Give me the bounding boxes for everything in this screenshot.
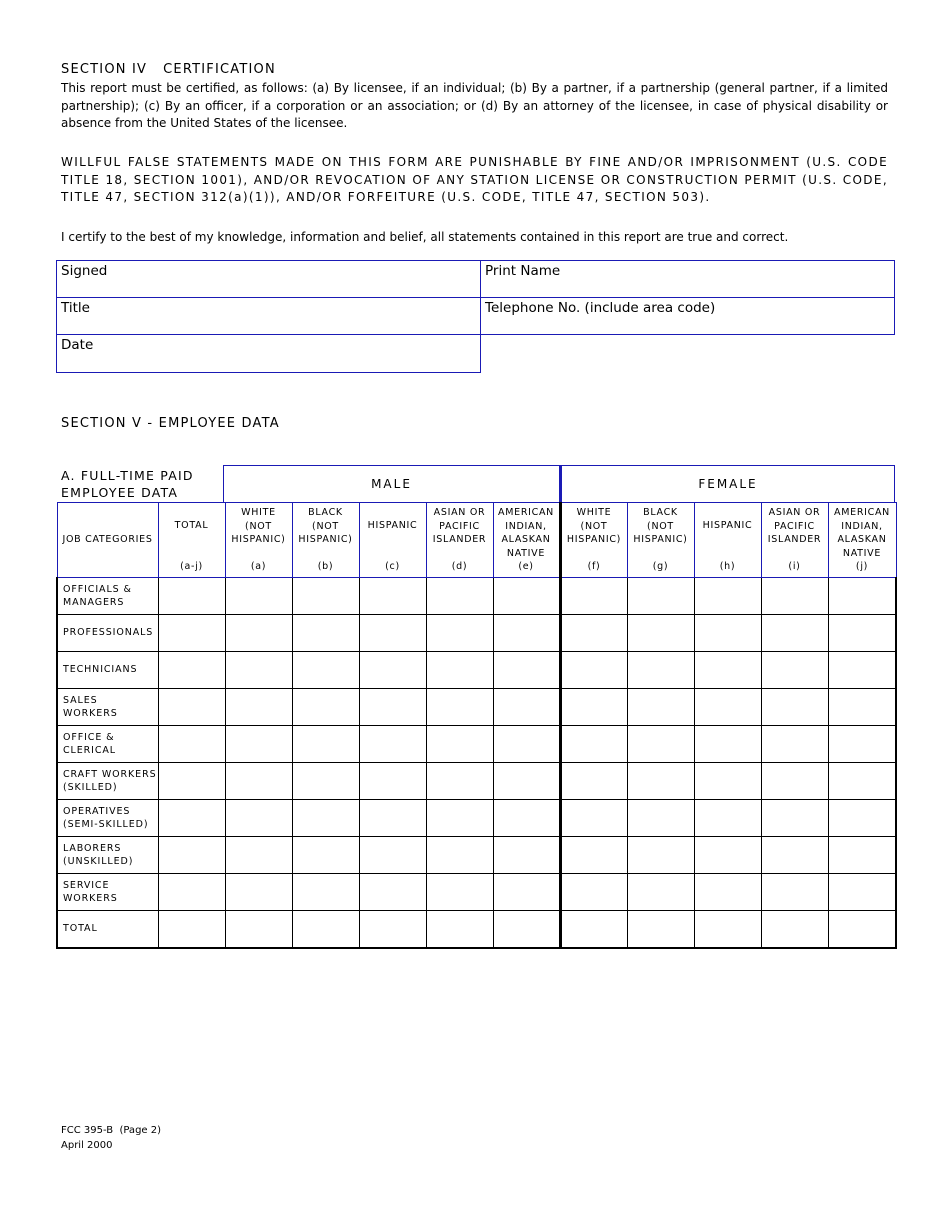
data-cell[interactable] (426, 837, 493, 874)
job-category-label: PROFESSIONALS (57, 615, 158, 652)
data-cell[interactable] (694, 652, 761, 689)
column-header-11 (828, 503, 896, 578)
data-cell[interactable] (560, 800, 627, 837)
signed-label: Signed (61, 263, 108, 279)
employee-data-subtitle-line1: A. FULL-TIME PAID (61, 468, 194, 483)
data-cell[interactable] (493, 837, 560, 874)
data-cell[interactable] (560, 726, 627, 763)
date-label: Date (61, 337, 94, 353)
column-header-4 (359, 503, 426, 578)
job-category-label: OPERATIVES (SEMI-SKILLED) (57, 800, 158, 837)
data-cell[interactable] (761, 615, 828, 652)
table-row (57, 911, 896, 949)
column-label: JOB CATEGORIES (62, 534, 153, 545)
column-header-9 (694, 503, 761, 578)
data-cell[interactable] (158, 874, 225, 911)
telephone-label: Telephone No. (include area code) (485, 300, 716, 316)
data-cell[interactable] (828, 578, 896, 615)
data-cell[interactable] (694, 837, 761, 874)
data-cell[interactable] (292, 652, 359, 689)
data-cell[interactable] (493, 615, 560, 652)
data-cell[interactable] (627, 689, 694, 726)
data-cell[interactable] (560, 578, 627, 615)
section-v-title: SECTION V - EMPLOYEE DATA (61, 416, 280, 431)
data-cell[interactable] (225, 652, 292, 689)
column-code: (a) (250, 560, 267, 572)
data-cell[interactable] (560, 689, 627, 726)
data-cell[interactable] (225, 874, 292, 911)
data-cell[interactable] (627, 763, 694, 800)
data-cell[interactable] (627, 578, 694, 615)
column-header-10 (761, 503, 828, 578)
column-code: (a-j) (180, 560, 203, 572)
column-label: AMERICAN INDIAN, ALASKAN NATIVE (834, 507, 890, 559)
data-cell[interactable] (560, 763, 627, 800)
data-cell[interactable] (694, 874, 761, 911)
data-cell[interactable] (493, 911, 560, 949)
data-cell[interactable] (627, 615, 694, 652)
certification-instructions: This report must be certified, as follows: (a) By licensee, if an individual; (b) By a partner, if a partnership (general partner, if a limited partnership); (c) By an officer, if a corporation or an association; or (d) By an attorney of the licensee, in case of physical disability or absence from the United States of the licensee. (61, 81, 888, 130)
data-cell[interactable] (694, 615, 761, 652)
male-label: MALE (371, 477, 412, 491)
data-cell[interactable] (359, 652, 426, 689)
data-cell[interactable] (359, 911, 426, 949)
data-cell[interactable] (828, 837, 896, 874)
data-cell[interactable] (292, 578, 359, 615)
data-cell[interactable] (694, 800, 761, 837)
column-code: (j) (855, 560, 869, 572)
job-category-label: LABORERS (UNSKILLED) (57, 837, 158, 874)
column-code: (d) (451, 560, 468, 572)
data-cell[interactable] (694, 726, 761, 763)
data-cell[interactable] (292, 615, 359, 652)
data-cell[interactable] (761, 578, 828, 615)
column-code: (f) (587, 560, 601, 572)
column-code: (b) (317, 560, 334, 572)
column-header-0 (57, 503, 158, 578)
column-header-8 (627, 503, 694, 578)
data-cell[interactable] (426, 578, 493, 615)
data-cell[interactable] (761, 689, 828, 726)
data-cell[interactable] (761, 800, 828, 837)
title-field[interactable] (56, 297, 481, 335)
job-category-label: TOTAL (57, 911, 158, 949)
section-iv-title: SECTION IV CERTIFICATION (61, 62, 276, 77)
data-cell[interactable] (761, 763, 828, 800)
data-cell[interactable] (627, 800, 694, 837)
data-cell[interactable] (426, 726, 493, 763)
table-row (57, 578, 896, 615)
data-cell[interactable] (761, 911, 828, 949)
data-cell[interactable] (292, 911, 359, 949)
data-cell[interactable] (292, 874, 359, 911)
job-category-label: OFFICIALS & MANAGERS (57, 578, 158, 615)
data-cell[interactable] (426, 911, 493, 949)
column-label: BLACK (NOT HISPANIC) (298, 507, 353, 545)
data-cell[interactable] (493, 652, 560, 689)
data-cell[interactable] (225, 726, 292, 763)
data-cell[interactable] (158, 800, 225, 837)
female-group-header (559, 465, 895, 503)
form-number: FCC 395-B (Page 2) (61, 1125, 162, 1136)
data-cell[interactable] (158, 763, 225, 800)
column-header-2 (225, 503, 292, 578)
column-code: (c) (385, 560, 400, 572)
data-cell[interactable] (225, 837, 292, 874)
signed-field[interactable] (56, 260, 481, 298)
column-header-1 (158, 503, 225, 578)
male-group-header (223, 465, 560, 503)
data-cell[interactable] (627, 911, 694, 949)
job-category-label: CRAFT WORKERS (SKILLED) (57, 763, 158, 800)
data-cell[interactable] (828, 800, 896, 837)
column-header-6 (493, 503, 560, 578)
data-cell[interactable] (292, 726, 359, 763)
table-row (57, 726, 896, 763)
table-row (57, 800, 896, 837)
data-cell[interactable] (225, 615, 292, 652)
data-cell[interactable] (359, 874, 426, 911)
telephone-field[interactable] (480, 297, 895, 335)
data-cell[interactable] (359, 726, 426, 763)
column-label: BLACK (NOT HISPANIC) (633, 507, 688, 545)
job-category-label: SERVICE WORKERS (57, 874, 158, 911)
data-cell[interactable] (560, 615, 627, 652)
data-cell[interactable] (359, 800, 426, 837)
data-cell[interactable] (426, 800, 493, 837)
data-cell[interactable] (694, 689, 761, 726)
data-cell[interactable] (694, 578, 761, 615)
column-label: ASIAN OR PACIFIC ISLANDER (767, 507, 822, 545)
data-cell[interactable] (828, 652, 896, 689)
data-cell[interactable] (225, 578, 292, 615)
data-cell[interactable] (359, 615, 426, 652)
data-cell[interactable] (493, 689, 560, 726)
data-cell[interactable] (560, 652, 627, 689)
column-label: WHITE (NOT HISPANIC) (231, 507, 286, 545)
data-cell[interactable] (761, 874, 828, 911)
data-cell[interactable] (761, 837, 828, 874)
data-cell[interactable] (828, 911, 896, 949)
column-label: TOTAL (174, 520, 209, 531)
data-cell[interactable] (560, 911, 627, 949)
data-cell[interactable] (158, 689, 225, 726)
column-header-3 (292, 503, 359, 578)
data-cell[interactable] (493, 578, 560, 615)
data-cell[interactable] (560, 874, 627, 911)
data-cell[interactable] (225, 800, 292, 837)
table-row (57, 689, 896, 726)
table-row (57, 763, 896, 800)
data-cell[interactable] (292, 837, 359, 874)
false-statement-warning: WILLFUL FALSE STATEMENTS MADE ON THIS FORM ARE PUNISHABLE BY FINE AND/OR IMPRISONMENT (U.S. CODE TITLE 18, SECTION 1001), AND/OR REVOCATION OF ANY STATION LICENSE OR CONSTRUCTION PERMIT (U.S. CODE, TITLE 47, SECTION 312(a)(1)), AND/OR FORFEITURE (U.S. CODE, TITLE 47, SECTION 503). (61, 155, 888, 204)
table-row (57, 874, 896, 911)
data-cell[interactable] (158, 652, 225, 689)
data-cell[interactable] (426, 874, 493, 911)
data-cell[interactable] (359, 763, 426, 800)
form-footer (61, 1123, 161, 1153)
data-cell[interactable] (828, 615, 896, 652)
table-row (57, 615, 896, 652)
print-name-label: Print Name (485, 263, 561, 279)
data-cell[interactable] (426, 763, 493, 800)
data-cell[interactable] (761, 726, 828, 763)
data-cell[interactable] (627, 726, 694, 763)
print-name-field[interactable] (480, 260, 895, 298)
data-cell[interactable] (828, 726, 896, 763)
data-cell[interactable] (225, 911, 292, 949)
data-cell[interactable] (493, 763, 560, 800)
data-cell[interactable] (225, 763, 292, 800)
column-label: AMERICAN INDIAN, ALASKAN NATIVE (498, 507, 554, 559)
data-cell[interactable] (627, 837, 694, 874)
table-row (57, 837, 896, 874)
job-category-label: OFFICE & CLERICAL (57, 726, 158, 763)
date-field[interactable] (56, 334, 481, 373)
data-cell[interactable] (292, 763, 359, 800)
column-code: (i) (788, 560, 801, 572)
data-cell[interactable] (359, 689, 426, 726)
data-cell[interactable] (158, 726, 225, 763)
data-cell[interactable] (158, 578, 225, 615)
column-label: HISPANIC (702, 520, 753, 531)
data-cell[interactable] (426, 615, 493, 652)
data-cell[interactable] (828, 763, 896, 800)
female-label: FEMALE (698, 477, 758, 491)
data-cell[interactable] (627, 652, 694, 689)
data-cell[interactable] (426, 652, 493, 689)
column-header-5 (426, 503, 493, 578)
data-cell[interactable] (359, 578, 426, 615)
form-date: April 2000 (61, 1140, 113, 1151)
column-label: HISPANIC (367, 520, 418, 531)
data-cell[interactable] (493, 800, 560, 837)
title-label: Title (61, 300, 90, 316)
data-cell[interactable] (694, 763, 761, 800)
data-cell[interactable] (694, 911, 761, 949)
data-cell[interactable] (158, 911, 225, 949)
column-code: (g) (652, 560, 669, 572)
data-cell[interactable] (158, 615, 225, 652)
employee-data-table (56, 502, 897, 949)
data-cell[interactable] (158, 837, 225, 874)
data-cell[interactable] (493, 726, 560, 763)
data-cell[interactable] (292, 689, 359, 726)
employee-data-subtitle (61, 467, 194, 501)
data-cell[interactable] (627, 874, 694, 911)
employee-data-subtitle-line2: EMPLOYEE DATA (61, 485, 179, 500)
column-label: ASIAN OR PACIFIC ISLANDER (432, 507, 487, 545)
table-row (57, 652, 896, 689)
data-cell[interactable] (761, 652, 828, 689)
job-category-label: TECHNICIANS (57, 652, 158, 689)
data-cell[interactable] (493, 874, 560, 911)
data-cell[interactable] (560, 837, 627, 874)
data-cell[interactable] (359, 837, 426, 874)
data-cell[interactable] (292, 800, 359, 837)
job-category-label: SALES WORKERS (57, 689, 158, 726)
column-code: (h) (719, 560, 736, 572)
column-label: WHITE (NOT HISPANIC) (566, 507, 622, 545)
column-code: (e) (518, 560, 534, 572)
data-cell[interactable] (828, 874, 896, 911)
certification-statement: I certify to the best of my knowledge, information and belief, all statements contained in this report are true and correct. (61, 230, 789, 244)
data-cell[interactable] (828, 689, 896, 726)
column-header-7 (560, 503, 627, 578)
data-cell[interactable] (225, 689, 292, 726)
data-cell[interactable] (426, 689, 493, 726)
